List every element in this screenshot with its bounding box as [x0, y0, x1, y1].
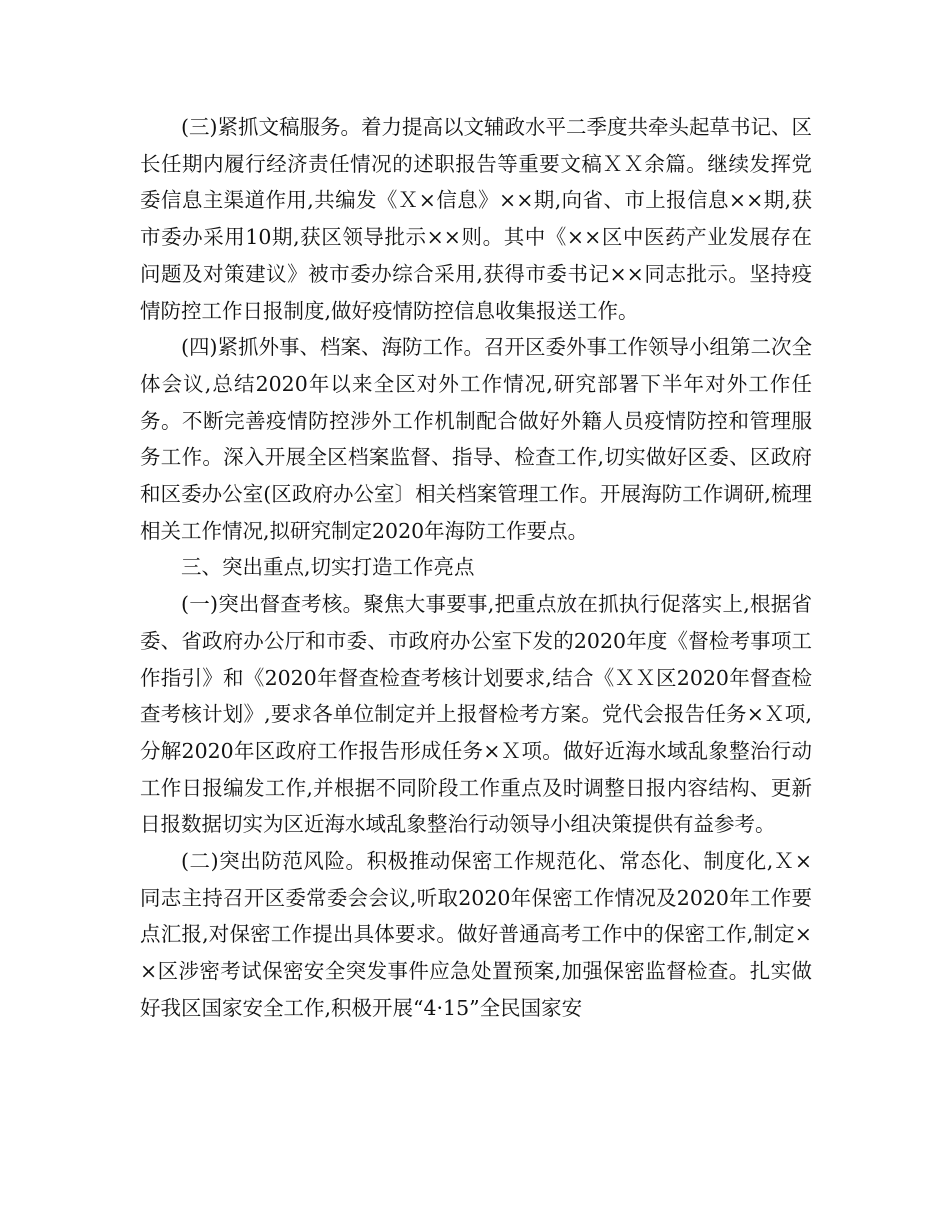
- paragraph-risk-prevention: (二)突出防范风险。积极推动保密工作规范化、常态化、制度化,Ｘ×同志主持召开区委常委会会议,听取2020年保密工作情况及2020年工作要点汇报,对保密工作提出具体要求。做好普通高考工作中的保密工作,制定××区涉密考试保密安全突发事件应急处置预案,加强保密监督检查。扎实做好我区国家安全工作,积极开展“4·15”全民国家安: [140, 849, 812, 1020]
- section-heading-highlights: 三、突出重点,切实打造工作亮点: [181, 555, 475, 580]
- document-page: [140, 109, 812, 1027]
- paragraph-foreign-affairs-archives: (四)紧抓外事、档案、海防工作。召开区委外事工作领导小组第二次全体会议,总结2020年以来全区对外工作情况,研究部署下半年对外工作任务。不断完善疫情防控涉外工作机制配合做好外籍人员疫情防控和管理服务工作。深入开展全区档案监督、指导、检查工作,切实做好区委、区政府和区委办公室(区政府办公室〕相关档案管理工作。开展海防工作调研,梳理相关工作情况,拟研究制定2020年海防工作要点。: [140, 335, 812, 543]
- paragraph-drafting-services: (三)紧抓文稿服务。着力提高以文辅政水平二季度共牵头起草书记、区长任期内履行经济责任情况的述职报告等重要文稿ＸＸ余篇。继续发挥党委信息主渠道作用,共编发《Ｘ×信息》××期,向省、市上报信息××期,获市委办采用10期,获区领导批示××则。其中《××区中医药产业发展存在问题及对策建议》被市委办综合采用,获得市委书记××同志批示。坚持疫情防控工作日报制度,做好疫情防控信息收集报送工作。: [140, 115, 812, 323]
- paragraph-supervision-assessment: (一)突出督查考核。聚焦大事要事,把重点放在抓执行促落实上,根据省委、省政府办公厅和市委、市政府办公室下发的2020年度《督检考事项工作指引》和《2020年督查检查考核计划要求,结合《ＸＸ区2020年督查检查考核计划》,要求各单位制定并上报督检考方案。党代会报告任务×Ｘ项,分解2020年区政府工作报告形成任务×Ｘ项。做好近海水域乱象整治行动工作日报编发工作,并根据不同阶段工作重点及时调整日报内容结构、更新日报数据切实为区近海水域乱象整治行动领导小组决策提供有益参考。: [140, 592, 812, 837]
